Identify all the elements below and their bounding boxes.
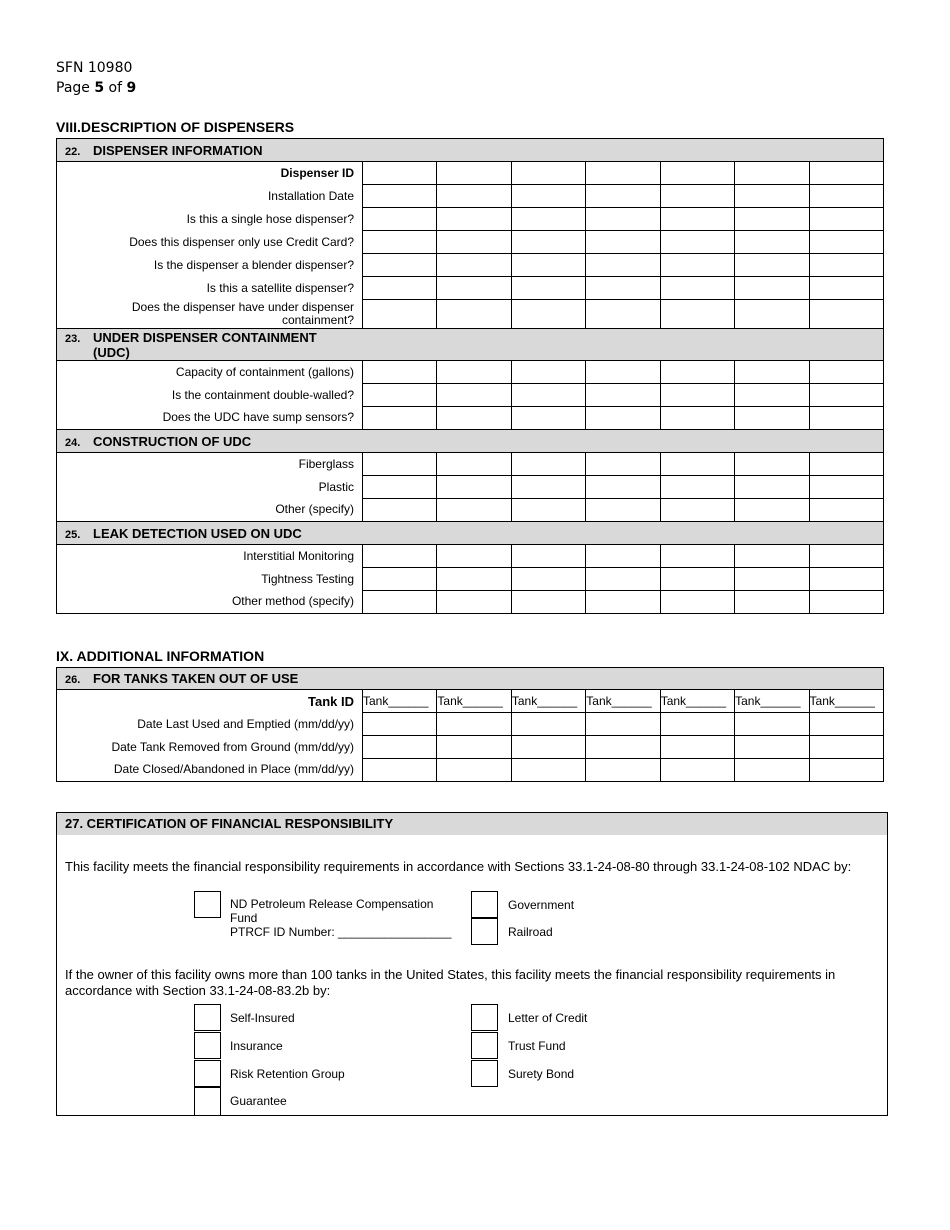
section-number: 22. [65,145,81,158]
table-row [57,713,884,736]
input-cell[interactable] [586,254,660,277]
section-number: 25. [65,528,81,541]
ptrcf-checkbox[interactable] [194,891,221,918]
input-cell[interactable] [586,736,660,759]
input-cell[interactable] [363,476,437,499]
input-cell[interactable] [809,300,883,329]
section-title: DISPENSER INFORMATION [93,142,263,158]
row-label: Is the containment double-walled? [57,384,363,407]
page-header [56,58,136,98]
input-cell[interactable] [437,759,511,782]
government-checkbox[interactable] [471,891,498,918]
input-cell[interactable] [363,453,437,476]
input-cell[interactable] [660,568,734,591]
input-cell[interactable] [660,453,734,476]
table-row [57,545,884,568]
railroad-checkbox[interactable] [471,918,498,945]
input-cell[interactable] [735,231,809,254]
table-row [57,568,884,591]
input-cell[interactable] [735,713,809,736]
input-cell[interactable] [437,713,511,736]
input-cell[interactable] [511,277,585,300]
input-cell[interactable] [660,185,734,208]
input-cell[interactable] [511,759,585,782]
section-header [57,430,884,453]
input-cell[interactable] [586,208,660,231]
input-cell[interactable] [586,713,660,736]
section-number: 24. [65,436,81,449]
guarantee-checkbox[interactable] [194,1087,221,1115]
input-cell[interactable] [586,384,660,407]
input-cell[interactable] [586,361,660,384]
railroad-label: Railroad [508,925,553,939]
input-cell[interactable] [809,361,883,384]
input-cell[interactable] [437,499,511,522]
input-cell[interactable] [437,185,511,208]
letter-of-credit-label: Letter of Credit [508,1011,588,1025]
row-label: Does the dispenser have under dispenser containment? [57,300,363,329]
input-cell[interactable] [437,361,511,384]
input-cell[interactable] [437,407,511,430]
input-cell[interactable] [660,736,734,759]
section-header-row [57,139,884,162]
input-cell[interactable] [660,208,734,231]
input-cell[interactable] [437,231,511,254]
input-cell[interactable] [660,277,734,300]
surety-bond-checkbox[interactable] [471,1060,498,1087]
table-row [57,453,884,476]
trust-fund-checkbox[interactable] [471,1032,498,1059]
input-cell[interactable] [511,736,585,759]
input-cell[interactable] [363,208,437,231]
input-cell[interactable] [511,407,585,430]
input-cell[interactable] [363,568,437,591]
section-header [57,522,884,545]
input-cell[interactable] [437,476,511,499]
input-cell[interactable] [735,254,809,277]
table-row [57,361,884,384]
row-label: Installation Date [57,185,363,208]
table-row [57,591,884,614]
input-cell[interactable] [660,759,734,782]
input-cell[interactable] [735,453,809,476]
input-cell[interactable] [511,254,585,277]
table-row [57,162,884,185]
row-label: Does this dispenser only use Credit Card? [57,231,363,254]
row-label: Is this a single hose dispenser? [57,208,363,231]
input-cell[interactable] [363,162,437,185]
section-header [57,668,884,690]
input-cell[interactable] [735,384,809,407]
row-label: Other (specify) [57,499,363,522]
row-label: Is the dispenser a blender dispenser? [57,254,363,277]
row-label: Is this a satellite dispenser? [57,277,363,300]
input-cell[interactable] [363,713,437,736]
input-cell[interactable] [809,254,883,277]
input-cell[interactable] [735,545,809,568]
input-cell[interactable] [809,384,883,407]
input-cell[interactable] [660,361,734,384]
tank-id-label: Tank ID [57,690,363,713]
risk-retention-label: Risk Retention Group [230,1067,345,1081]
table-row [57,300,884,329]
risk-retention-checkbox[interactable] [194,1060,221,1087]
input-cell[interactable] [660,545,734,568]
input-cell[interactable] [586,759,660,782]
input-cell[interactable] [437,736,511,759]
section-header-row [57,522,884,545]
section-header-row [57,668,884,690]
input-cell[interactable] [437,384,511,407]
input-cell[interactable] [363,277,437,300]
input-cell[interactable] [363,300,437,329]
input-cell[interactable] [586,591,660,614]
row-label: Does the UDC have sump sensors? [57,407,363,430]
insurance-label: Insurance [230,1039,283,1053]
row-label: Date Closed/Abandoned in Place (mm/dd/yy) [57,759,363,782]
input-cell[interactable] [586,545,660,568]
input-cell[interactable] [735,568,809,591]
input-cell[interactable] [586,231,660,254]
input-cell[interactable] [660,384,734,407]
ptrcf-label: ND Petroleum Release Compensation Fund PTRCF ID Number: _________________ [230,897,452,939]
input-cell[interactable] [586,185,660,208]
letter-of-credit-checkbox[interactable] [471,1004,498,1031]
input-cell[interactable] [735,407,809,430]
table-row [57,476,884,499]
input-cell[interactable] [437,277,511,300]
input-cell[interactable] [363,499,437,522]
section-number: 26. [65,674,81,686]
input-cell[interactable] [809,407,883,430]
input-cell[interactable] [511,545,585,568]
input-cell[interactable] [660,499,734,522]
input-cell[interactable] [735,759,809,782]
input-cell[interactable] [363,384,437,407]
input-cell[interactable] [437,545,511,568]
input-cell[interactable] [735,162,809,185]
input-cell[interactable] [660,300,734,329]
input-cell[interactable] [363,591,437,614]
row-label: Capacity of containment (gallons) [57,361,363,384]
tank-id-cell[interactable]: Tank______ [660,690,734,713]
section-title: FOR TANKS TAKEN OUT OF USE [93,671,299,686]
section-title: UNDER DISPENSER CONTAINMENT (UDC) [93,329,317,360]
fr-paragraph-2: If the owner of this facility owns more than 100 tanks in the United States, this facility meets the financial responsibility requirements in accordance with Section 33.1-24-08-83.2b by: [65,967,836,998]
table-row [57,499,884,522]
input-cell[interactable] [363,231,437,254]
table-row [57,277,884,300]
government-label: Government [508,898,575,912]
fr-paragraph-1: This facility meets the financial responsibility requirements in accordance with Sections 33.1-24-08-80 through 33.1-24-08-102 NDAC by: [65,859,852,874]
input-cell[interactable] [660,476,734,499]
page-indicator: Page 5 of 9 [56,80,137,96]
input-cell[interactable] [511,208,585,231]
surety-bond-label: Surety Bond [508,1067,575,1081]
input-cell[interactable] [735,499,809,522]
input-cell[interactable] [363,254,437,277]
input-cell[interactable] [363,759,437,782]
input-cell[interactable] [437,591,511,614]
input-cell[interactable] [511,453,585,476]
input-cell[interactable] [437,208,511,231]
section-9-title: IX. ADDITIONAL INFORMATION [56,648,265,664]
input-cell[interactable] [437,300,511,329]
tank-id-cell[interactable]: Tank______ [363,690,437,713]
row-label: Plastic [57,476,363,499]
input-cell[interactable] [586,407,660,430]
input-cell[interactable] [809,208,883,231]
section-number: 23. [65,332,81,345]
input-cell[interactable] [586,300,660,329]
input-cell[interactable] [809,545,883,568]
section-title: LEAK DETECTION USED ON UDC [93,525,302,541]
input-cell[interactable] [809,453,883,476]
tank-id-cell[interactable]: Tank______ [735,690,809,713]
table-row [57,254,884,277]
input-cell[interactable] [735,476,809,499]
tank-id-cell[interactable]: Tank______ [511,690,585,713]
input-cell[interactable] [660,407,734,430]
insurance-checkbox[interactable] [194,1032,221,1059]
input-cell[interactable] [809,568,883,591]
input-cell[interactable] [586,499,660,522]
input-cell[interactable] [511,384,585,407]
row-label: Date Last Used and Emptied (mm/dd/yy) [57,713,363,736]
section-27-title: 27. CERTIFICATION OF FINANCIAL RESPONSIBILITY [57,813,887,835]
input-cell[interactable] [809,162,883,185]
section-header [57,329,884,361]
dispenser-table [56,138,884,614]
input-cell[interactable] [809,736,883,759]
input-cell[interactable] [660,162,734,185]
input-cell[interactable] [363,407,437,430]
input-cell[interactable] [735,208,809,231]
input-cell[interactable] [586,277,660,300]
input-cell[interactable] [437,254,511,277]
input-cell[interactable] [511,162,585,185]
input-cell[interactable] [586,476,660,499]
input-cell[interactable] [586,162,660,185]
table-row [57,759,884,782]
table-row [57,185,884,208]
input-cell[interactable] [363,736,437,759]
input-cell[interactable] [660,591,734,614]
self-insured-checkbox[interactable] [194,1004,221,1031]
section-header-row [57,430,884,453]
input-cell[interactable] [660,713,734,736]
section-8-title: VIII.DESCRIPTION OF DISPENSERS [56,119,295,135]
guarantee-label: Guarantee [230,1094,287,1108]
input-cell[interactable] [511,499,585,522]
input-cell[interactable] [363,545,437,568]
input-cell[interactable] [809,231,883,254]
input-cell[interactable] [809,499,883,522]
input-cell[interactable] [735,736,809,759]
input-cell[interactable] [809,185,883,208]
row-label: Interstitial Monitoring [57,545,363,568]
input-cell[interactable] [809,591,883,614]
table-row [57,407,884,430]
row-label: Other method (specify) [57,591,363,614]
input-cell[interactable] [809,713,883,736]
input-cell[interactable] [511,300,585,329]
tank-id-row [57,690,884,713]
input-cell[interactable] [437,453,511,476]
table-row [57,231,884,254]
table-row [57,736,884,759]
input-cell[interactable] [511,591,585,614]
self-insured-label: Self-Insured [230,1011,295,1025]
input-cell[interactable] [735,277,809,300]
input-cell[interactable] [511,713,585,736]
input-cell[interactable] [809,277,883,300]
input-cell[interactable] [735,185,809,208]
input-cell[interactable] [660,254,734,277]
input-cell[interactable] [511,476,585,499]
input-cell[interactable] [735,591,809,614]
table-row [57,384,884,407]
table-row [57,208,884,231]
section-header-row [57,329,884,361]
trust-fund-label: Trust Fund [508,1039,566,1053]
input-cell[interactable] [437,162,511,185]
section-title: CONSTRUCTION OF UDC [93,433,252,449]
input-cell[interactable] [735,300,809,329]
tank-id-cell[interactable]: Tank______ [586,690,660,713]
input-cell[interactable] [809,476,883,499]
input-cell[interactable] [363,185,437,208]
input-cell[interactable] [363,361,437,384]
input-cell[interactable] [437,568,511,591]
section-header [57,139,884,162]
tank-id-cell[interactable]: Tank______ [809,690,883,713]
input-cell[interactable] [511,361,585,384]
input-cell[interactable] [511,568,585,591]
financial-responsibility-section [56,812,888,1116]
tank-id-cell[interactable]: Tank______ [437,690,511,713]
row-label: Date Tank Removed from Ground (mm/dd/yy) [57,736,363,759]
form-number: SFN 10980 [56,60,133,76]
input-cell[interactable] [586,568,660,591]
row-label: Tightness Testing [57,568,363,591]
input-cell[interactable] [660,231,734,254]
input-cell[interactable] [511,185,585,208]
row-label: Fiberglass [57,453,363,476]
row-label: Dispenser ID [57,162,363,185]
input-cell[interactable] [586,453,660,476]
input-cell[interactable] [809,759,883,782]
tanks-out-of-use-table [56,667,884,782]
input-cell[interactable] [735,361,809,384]
input-cell[interactable] [511,231,585,254]
